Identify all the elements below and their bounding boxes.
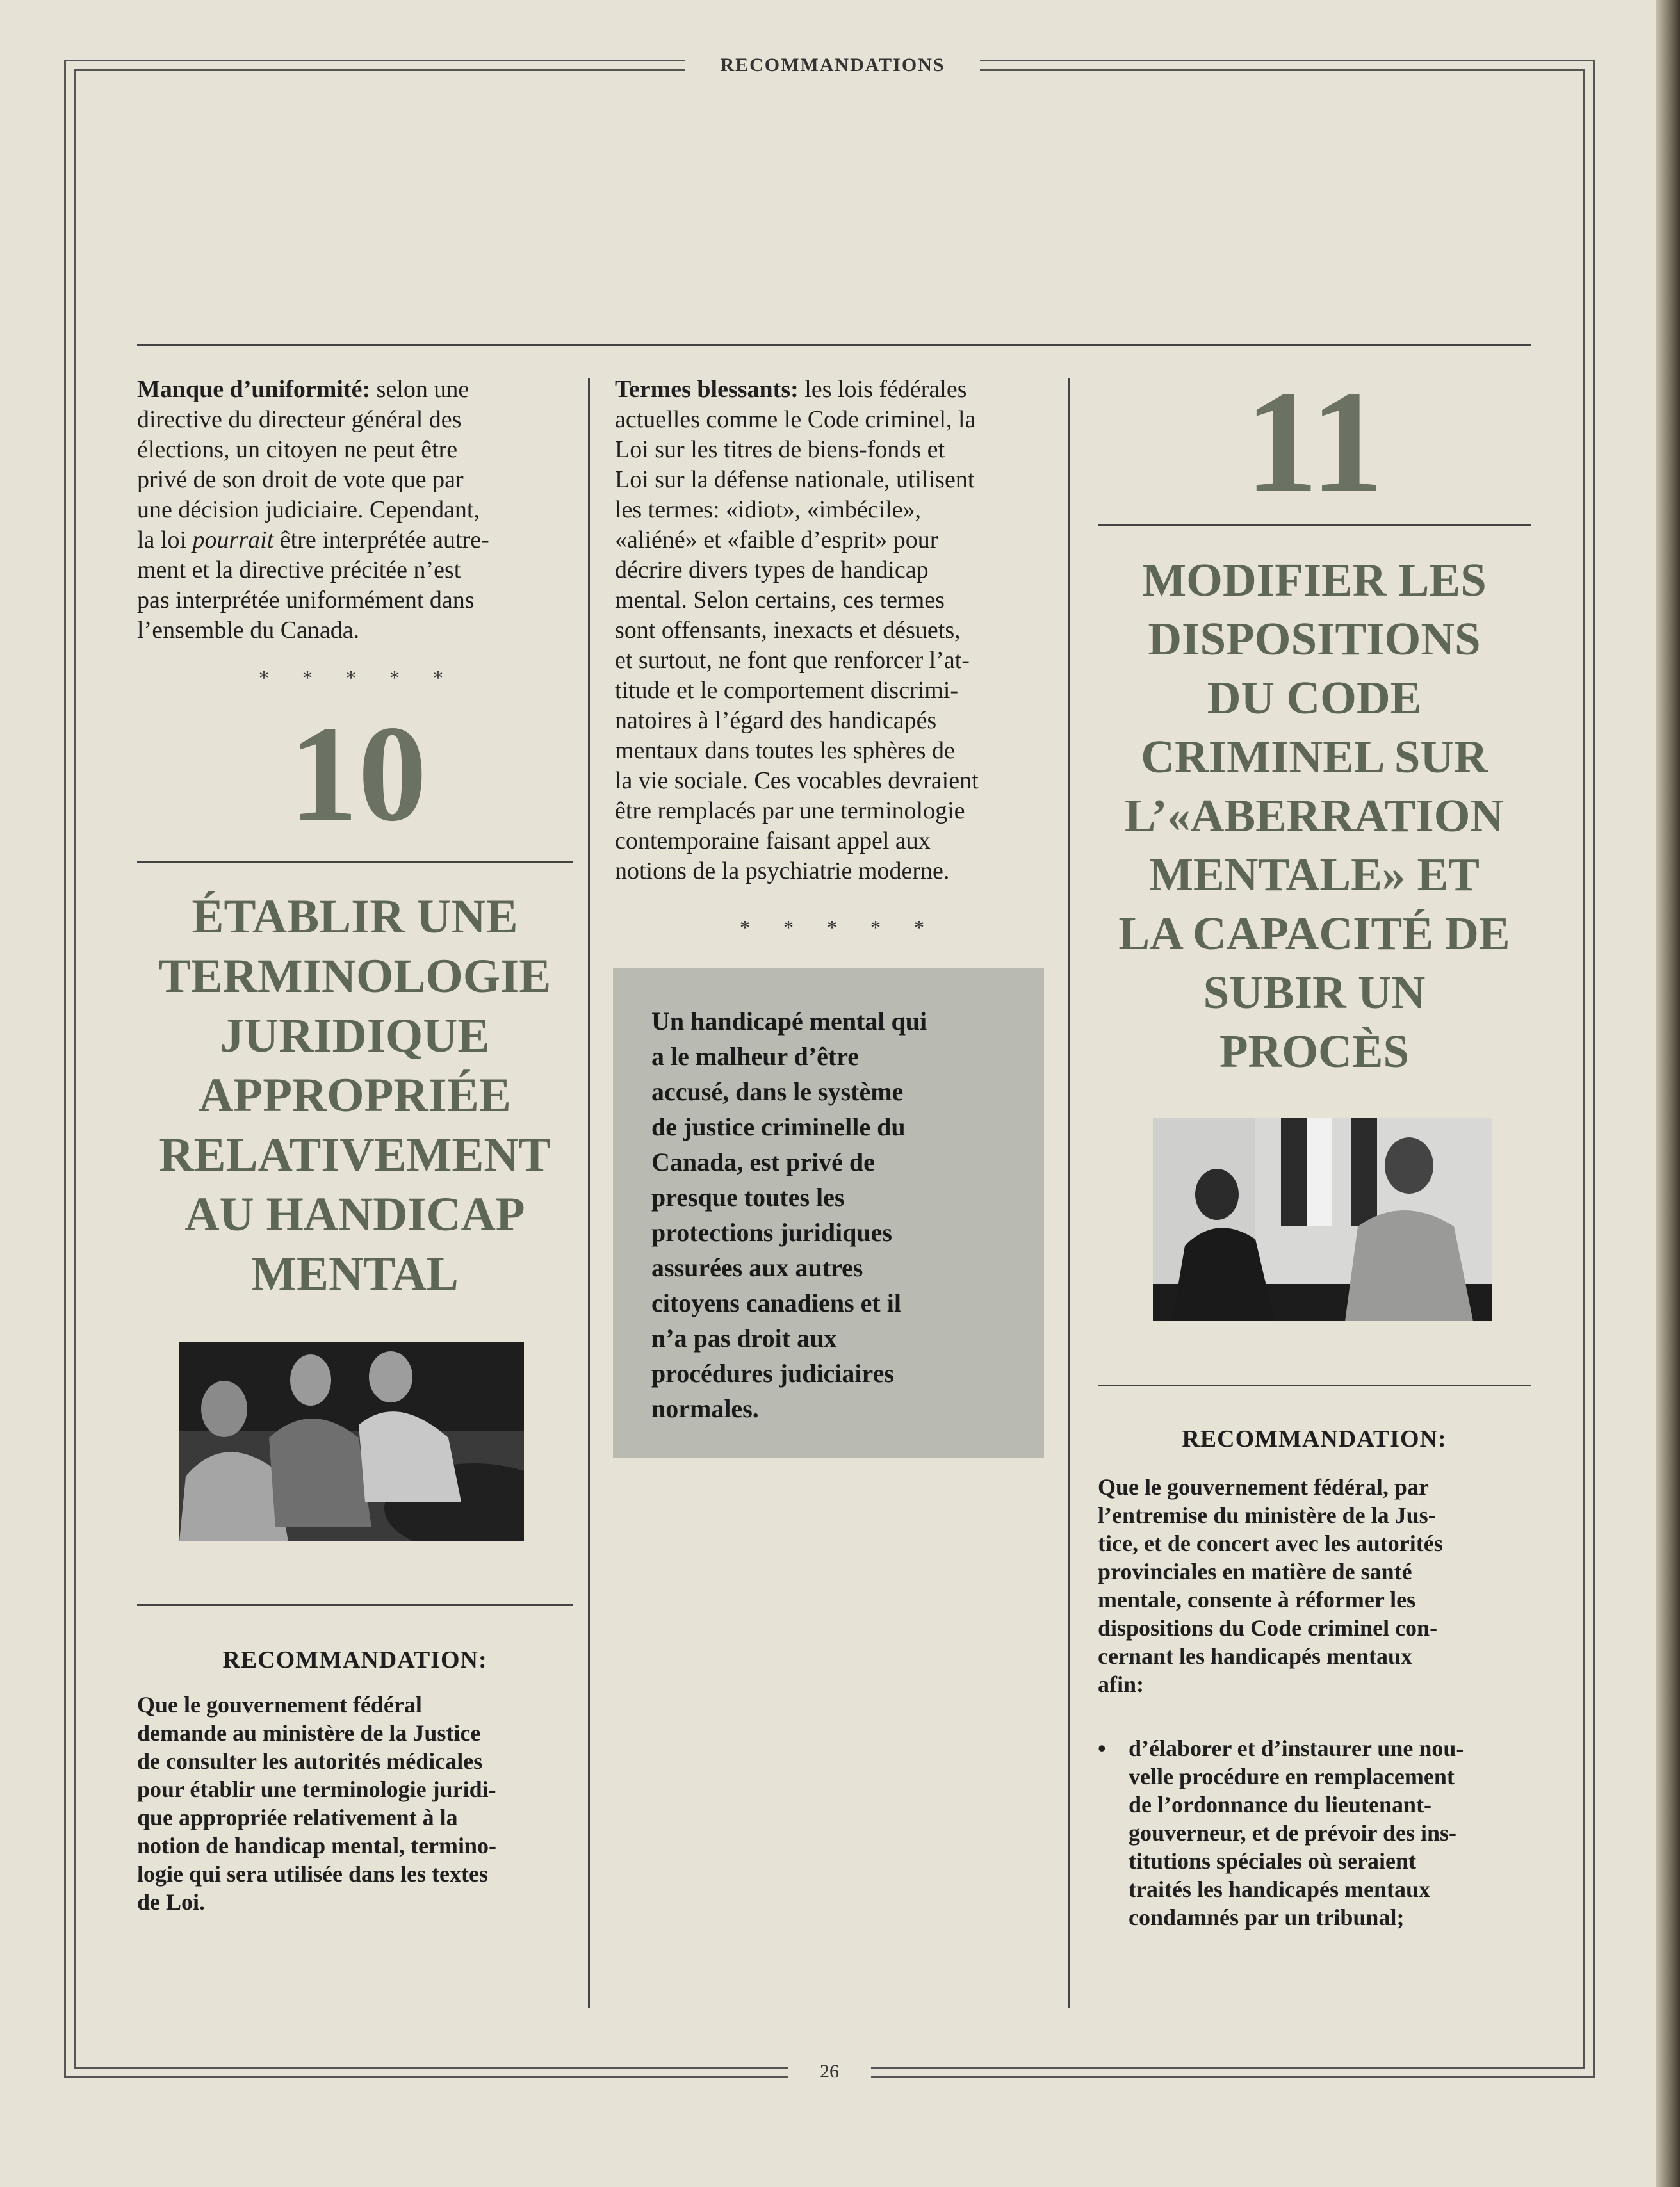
col2-intro: Termes blessants: les lois fédérales actuelles comme le Code criminel, la Loi sur les titres de biens-fonds et Loi sur la défense nationale, utilisent les termes: «idiot», «imbécile», «aliéné» et «faible d’esprit» pour décrire divers types de handicap mental. Selon certains, ces termes sont offensants, inexacts et désuets, et surtout, ne font que renforcer l’at- titude et le comportement discrimi- natoires à l’égard des handicapés mentaux dans toutes les sphères de la vie sociale. Ces vocables devraient être remplacés par une terminologie contemporaine faisant appel aux notions de la psychiatrie moderne. (615, 376, 979, 884)
col2-intro-label: Termes blessants: (615, 376, 799, 403)
col3-recommendation-body: Que le gouvernement fédéral, par l’entremise du ministère de la Jus- tice, et de concert avec les autorités provinciales en matière de santé mentale, consente à réformer les dispositions du Code criminel con- cernant les handicapés mentaux afin: (1098, 1474, 1443, 1697)
col3-heading: MODIFIER LES DISPOSITIONS DU CODE CRIMINEL SUR L’«ABERRATION MENTALE» ET LA CAPACITÉ DE SUBIR UN PROCÈS (1118, 554, 1510, 1077)
col3-rule-2 (1098, 1385, 1531, 1386)
col3-bullet-text: d’élaborer et d’instaurer une nou- velle procédure en remplacement de l’ordonnance du lieutenant- gouverneur, et de prévoir des ins- titutions spéciales où seraient traités les handicapés mentaux condamnés par un tribunal; (1129, 1736, 1464, 1930)
page-number: 26 (788, 2059, 871, 2085)
col1-photo (179, 1342, 524, 1541)
col3-rule-1 (1098, 524, 1531, 526)
col1-heading: ÉTABLIR UNE TERMINOLOGIE JURIDIQUE APPROPRIÉE RELATIVEMENT AU HANDICAP MENTAL (158, 890, 551, 1301)
running-header: RECOMMANDATIONS (685, 53, 980, 78)
pull-quote-box: Un handicapé mental qui a le malheur d’être accusé, dans le système de justice criminelle du Canada, est privé de presque toutes les protections juridiques assurées aux autres citoyens canadiens et il n’a pas droit aux procédures judiciaires normales. (613, 968, 1044, 1458)
col1-recommendation-title: RECOMMANDATION: (222, 1646, 487, 1673)
col3-recommendation-title: RECOMMANDATION: (1182, 1426, 1447, 1452)
col1-intro-label: Manque d’uniformité: (137, 376, 371, 403)
col1-rule-1 (137, 861, 573, 863)
col3-photo (1153, 1118, 1492, 1321)
bullet-icon: • (1098, 1736, 1106, 1761)
col1-rule-2 (137, 1604, 573, 1606)
section-number-10: 10 (289, 697, 427, 850)
col1-intro: Manque d’uniformité: selon une directive du directeur général des élections, un citoyen ne peut être privé de son droit de vote que par une décision judiciaire. Cependant, la loi pourrait être interprétée autre- ment et la directive précitée n’est pas interprétée uniformément dans l’ensemble du Canada. (137, 376, 489, 644)
col2-separator-stars: * * * * * (740, 916, 938, 939)
book-spine (1656, 0, 1680, 2187)
col3-bullet-item (1098, 1734, 1540, 1931)
column-rule-2 (1068, 378, 1070, 2008)
section-number-11: 11 (1244, 360, 1384, 523)
column-rule-1 (588, 378, 590, 2008)
top-rule (137, 344, 1531, 346)
col1-recommendation-body: Que le gouvernement fédéral demande au ministère de la Justice de consulter les autorités médicales pour établir une terminologie juridi- que appropriée relativement à la notion de handicap mental, termino- logie qui sera utilisée dans les textes de Loi. (137, 1692, 497, 1915)
col1-separator-stars: * * * * * (259, 666, 457, 689)
